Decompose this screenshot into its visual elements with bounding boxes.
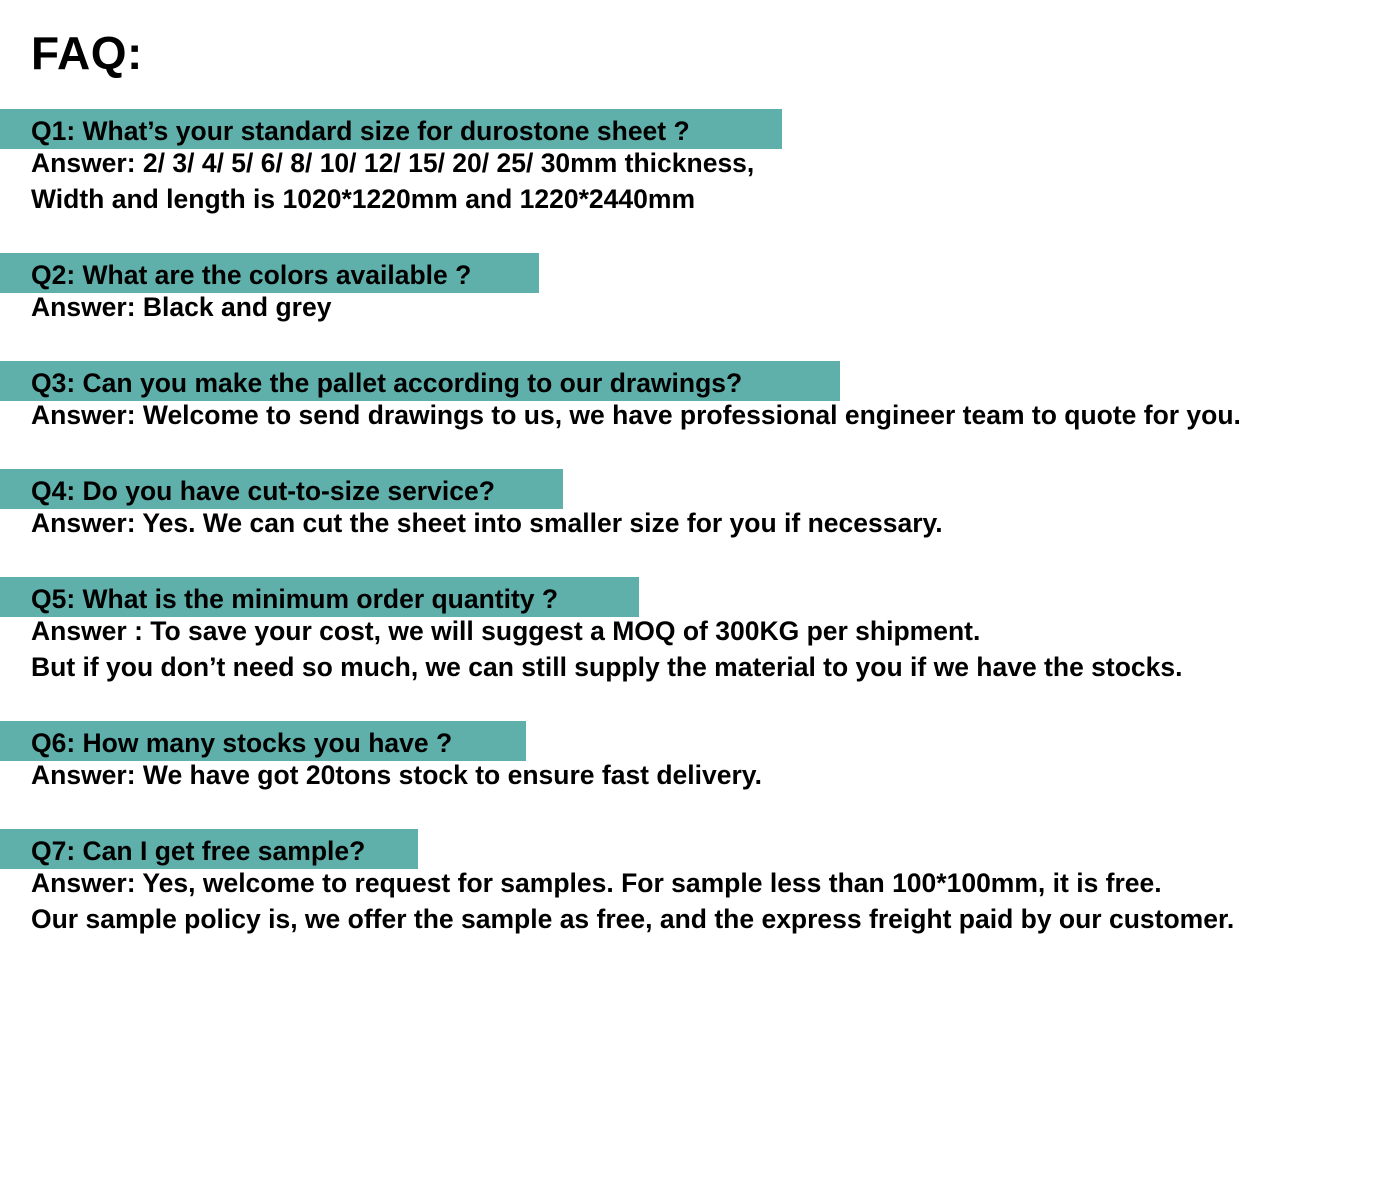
faq-item-q1	[0, 109, 1400, 217]
question-text: Q1: What’s your standard size for durostone sheet ?	[31, 116, 690, 146]
question-bar	[0, 721, 526, 761]
answer-line: Answer: Yes. We can cut the sheet into smaller size for you if necessary.	[31, 508, 943, 538]
answer-line: Width and length is 1020*1220mm and 1220*2440mm	[31, 184, 696, 214]
question-bar	[0, 829, 418, 869]
answer-line: Answer: Yes, welcome to request for samples. For sample less than 100*100mm, it is free.	[31, 868, 1162, 898]
answer-block	[0, 865, 1400, 937]
answer-block	[0, 505, 1400, 541]
faq-item-q2	[0, 253, 1400, 325]
page-title: FAQ:	[31, 27, 143, 79]
faq-list	[0, 109, 1400, 973]
question-bar	[0, 469, 563, 509]
question-text: Q2: What are the colors available ?	[31, 260, 472, 290]
question-bar	[0, 577, 639, 617]
question-text: Q5: What is the minimum order quantity ?	[31, 584, 559, 614]
answer-block	[0, 613, 1400, 685]
question-text: Q6: How many stocks you have ?	[31, 728, 453, 758]
answer-block	[0, 289, 1400, 325]
answer-line: Answer: Black and grey	[31, 292, 332, 322]
question-text: Q3: Can you make the pallet according to our drawings?	[31, 368, 743, 398]
answer-line: Our sample policy is, we offer the sample as free, and the express freight paid by our customer.	[31, 904, 1235, 934]
faq-item-q5	[0, 577, 1400, 685]
answer-block	[0, 145, 1400, 217]
answer-line: Answer : To save your cost, we will suggest a MOQ of 300KG per shipment.	[31, 616, 981, 646]
question-text: Q4: Do you have cut-to-size service?	[31, 476, 495, 506]
answer-block	[0, 757, 1400, 793]
faq-item-q7	[0, 829, 1400, 937]
answer-line: But if you don’t need so much, we can still supply the material to you if we have the stocks.	[31, 652, 1183, 682]
answer-line: Answer: Welcome to send drawings to us, we have professional engineer team to quote for you.	[31, 400, 1241, 430]
answer-line: Answer: 2/ 3/ 4/ 5/ 6/ 8/ 10/ 12/ 15/ 20/ 25/ 30mm thickness,	[31, 148, 755, 178]
faq-item-q3	[0, 361, 1400, 433]
question-bar	[0, 109, 782, 149]
faq-item-q4	[0, 469, 1400, 541]
answer-line: Answer: We have got 20tons stock to ensure fast delivery.	[31, 760, 762, 790]
faq-item-q6	[0, 721, 1400, 793]
question-text: Q7: Can I get free sample?	[31, 836, 366, 866]
answer-block	[0, 397, 1400, 433]
question-bar	[0, 253, 539, 293]
question-bar	[0, 361, 840, 401]
